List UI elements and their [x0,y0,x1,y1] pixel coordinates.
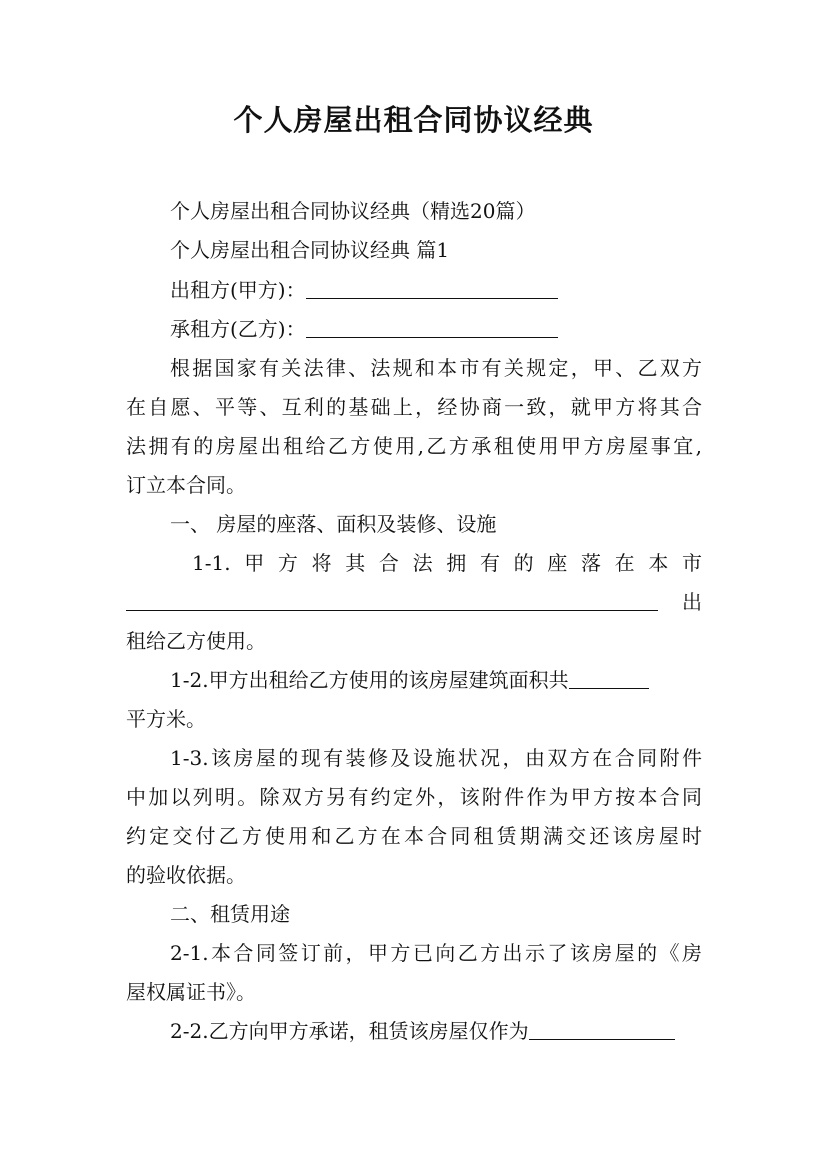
lessee-line [126,316,702,342]
clause-1-2-line-1 [126,667,702,693]
heading-2: 二、租赁用途 [170,902,290,926]
intro-line-2: 在自愿、平等、互利的基础上，经协商一致，就甲方将其合 [126,395,702,419]
lessor-line [126,277,702,303]
intro-line-3: 法拥有的房屋出租给乙方使用,乙方承租使用甲方房屋事宜, [126,434,702,458]
lessor-label: 出租方(甲方)： [170,278,306,302]
clause-2-1-line-2: 屋权属证书》。 [126,980,256,1004]
lessee-label: 承租方(乙方)： [170,317,306,341]
clause-1-3-line-1: 1-3.该房屋的现有装修及设施状况，由双方在合同附件 [170,746,702,770]
clause-1-2-line-2: 平方米。 [126,707,206,731]
clause-1-1-line-1: 1-1.甲方将其合法拥有的座落在本市 [192,551,702,575]
intro-line-4: 订立本合同。 [126,473,246,497]
clause-2-2-line-1 [126,1018,702,1044]
use-blank [529,1021,675,1040]
intro-line-1: 根据国家有关法律、法规和本市有关规定，甲、乙双方 [170,356,702,380]
lessor-blank [306,280,558,299]
area-blank [569,670,649,689]
clause-1-1-end: 出 [682,590,702,614]
clause-1-2-text: 1-2.甲方出租给乙方使用的该房屋建筑面积共 [170,668,569,692]
clause-1-1-line-2 [126,589,702,615]
clause-1-1-line-3: 租给乙方使用。 [126,629,266,653]
clause-1-3-line-3: 约定交付乙方使用和乙方在本合同租赁期满交还该房屋时 [126,824,702,848]
clause-1-3-line-4: 的验收依据。 [126,863,246,887]
clause-1-3-line-2: 中加以列明。除双方另有约定外，该附件作为甲方按本合同 [126,785,702,809]
document-subtitle: 个人房屋出租合同协议经典（精选20篇） [170,199,536,223]
clause-2-1-line-1: 2-1.本合同签订前，甲方已向乙方出示了该房屋的《房 [170,941,702,965]
address-blank [126,592,658,611]
document-title: 个人房屋出租合同协议经典 [233,103,594,137]
section-heading: 个人房屋出租合同协议经典 篇1 [170,238,450,262]
clause-2-2-text: 2-2.乙方向甲方承诺，租赁该房屋仅作为 [170,1019,529,1043]
lessee-blank [306,319,558,338]
heading-1: 一、 房屋的座落、面积及装修、设施 [170,512,497,536]
